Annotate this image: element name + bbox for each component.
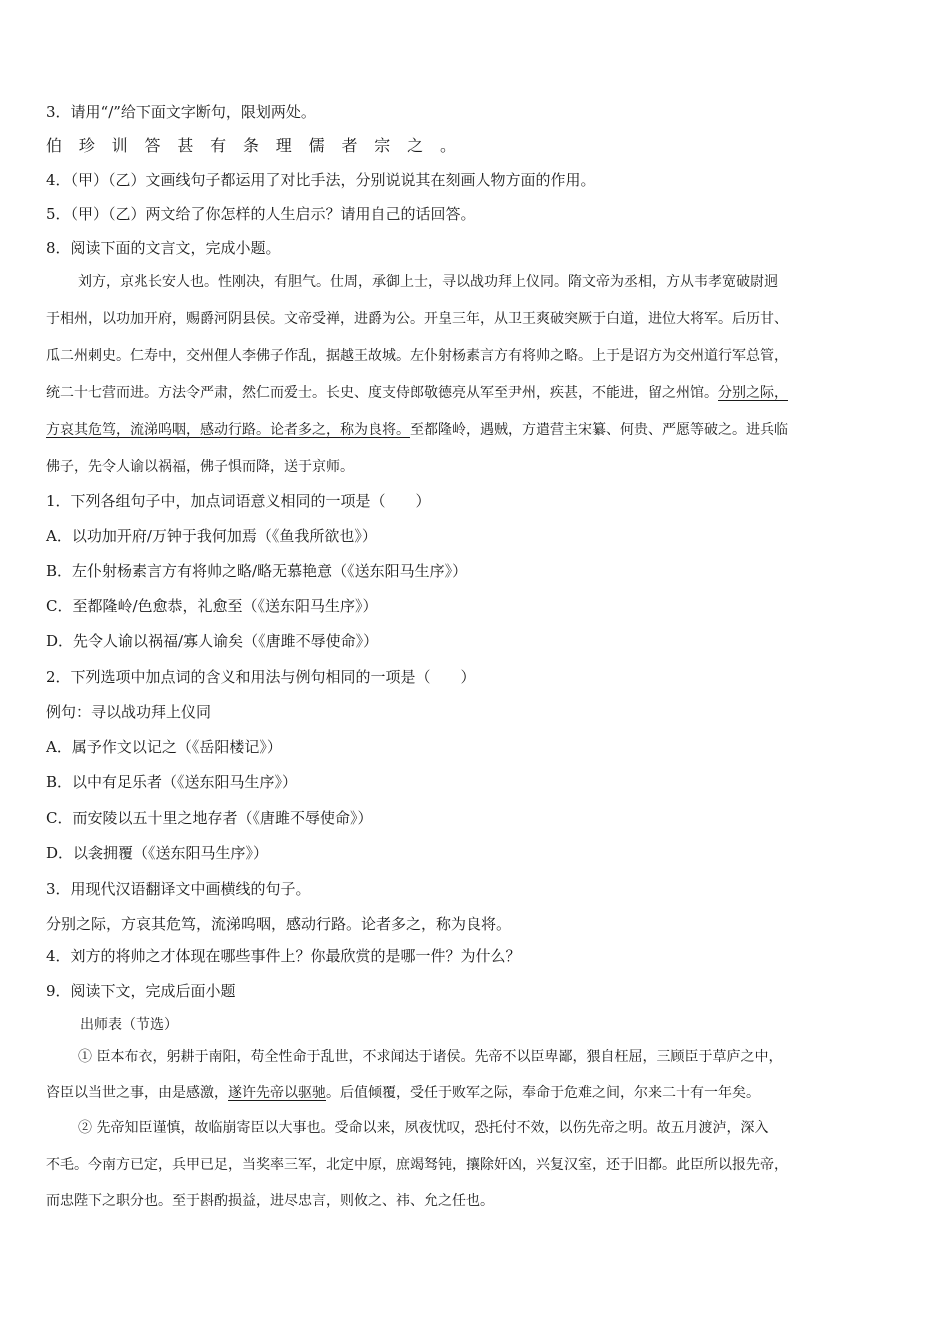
q8-passage-line-2: 于相州，以功加开府，赐爵河阴县侯。文帝受禅，进爵为公。开皇三年，从卫王爽破突厥于白道，进位大将军。后历甘、 [46, 311, 788, 327]
punct-char: 者 [341, 136, 358, 155]
q9-passage-p1-line-2 [46, 1083, 760, 1103]
q8-sub2-option-a: A．属予作文以记之（《岳阳楼记》） [46, 738, 282, 756]
q7-item-4: 4．（甲）（乙）文画线句子都运用了对比手法，分别说说其在刻画人物方面的作用。 [46, 171, 596, 189]
q8-passage-text: 统二十七营而进。方法令严肃，然仁而爱士。长史、度支侍郎敬德亮从军至尹州，疾甚，不能进，留之州馆。 [46, 385, 718, 401]
q8-sub1-option-b: B．左仆射杨素言方有将帅之略/略无慕艳意（《送东阳马生序》） [46, 562, 468, 580]
q8-sub2-option-d: D．以衾拥覆（《送东阳马生序》） [46, 844, 269, 862]
q8-sub2-option-c: C．而安陵以五十里之地存者（《唐雎不辱使命》） [46, 809, 373, 827]
q9-passage-text: 咨臣以当世之事，由是感激， [46, 1085, 228, 1101]
q8-sub3-sentence: 分别之际，方哀其危笃，流涕呜咽，感动行路。论者多之，称为良将。 [46, 915, 512, 933]
punct-char: 理 [275, 136, 292, 155]
punct-char: 答 [144, 136, 161, 155]
q8-passage-text: 至都隆岭，遇贼，方遣营主宋纂、何贵、严愿等破之。进兵临 [410, 422, 788, 438]
q8-sub2-example: 例句：寻以战功拜上仪同 [46, 703, 212, 721]
q8-sub1-option-d: D．先令人谕以祸福/寡人谕矣（《唐雎不辱使命》） [46, 632, 379, 650]
q9-passage-p2-line-2: 不毛。今南方已定，兵甲已足，当奖率三军，北定中原，庶竭驽钝，攘除奸凶，兴复汉室，还于旧都。此臣所以报先帝， [46, 1157, 788, 1173]
punct-char: 之 [407, 136, 424, 155]
punctuation-line [46, 136, 456, 156]
q8-sub4-stem: 4．刘方的将帅之才体现在哪些事件上？你最欣赏的是哪一件？为什么？ [46, 947, 521, 965]
q8-sub1-option-a: A．以功加开府/万钟于我何加焉（《鱼我所欲也》） [46, 527, 377, 545]
q8-sub1-option-c: C．至都隆岭/色愈恭，礼愈至（《送东阳马生序》） [46, 597, 378, 615]
q8-sub2-stem: 2．下列选项中加点词的含义和用法与例句相同的一项是（ ） [46, 668, 476, 686]
q8-sub2-option-b: B．以中有足乐者（《送东阳马生序》） [46, 773, 298, 791]
q9-passage-text: 。后值倾覆，受任于败军之际，奉命于危难之间，尔来二十有一年矣。 [326, 1085, 760, 1101]
punct-char: 甚 [177, 136, 194, 155]
q9-passage-title: 出师表（节选） [80, 1017, 178, 1033]
q7-item-5: 5．（甲）（乙）两文给了你怎样的人生启示？请用自己的话回答。 [46, 205, 476, 223]
punct-char: 条 [242, 136, 259, 155]
q8-passage-line-5 [46, 420, 788, 440]
q8-passage-line-6: 佛子，先令人谕以祸福，佛子惧而降，送于京师。 [46, 459, 354, 475]
q8-heading: 8．阅读下面的文言文，完成小题。 [46, 239, 281, 257]
q9-heading: 9．阅读下文，完成后面小题 [46, 982, 236, 1000]
punct-char: 儒 [308, 136, 325, 155]
q9-passage-p2-line-1: ② 先帝知臣谨慎，故临崩寄臣以大事也。受命以来，夙夜忧叹，恐托付不效，以伤先帝之明。故五月渡泸，深入 [78, 1120, 769, 1136]
q8-passage-line-3: 瓜二州刺史。仁寿中，交州俚人李佛子作乱，据越王故城。左仆射杨素言方有将帅之略。上于是诏方为交州道行军总管， [46, 348, 788, 364]
punct-char: 。 [439, 136, 456, 155]
underlined-sentence-part-2: 方哀其危笃，流涕呜咽，感动行路。论者多之，称为良将。 [46, 422, 410, 438]
underlined-sentence: 遂许先帝以驱驰 [228, 1085, 326, 1101]
q8-sub1-stem: 1．下列各组句子中，加点词语意义相同的一项是（ ） [46, 492, 431, 510]
q9-passage-p1-line-1: ① 臣本布衣，躬耕于南阳，苟全性命于乱世，不求闻达于诸侯。先帝不以臣卑鄙，猥自枉屈，三顾臣于草庐之中， [78, 1049, 783, 1065]
punct-char: 宗 [374, 136, 391, 155]
punct-char: 珍 [78, 136, 95, 155]
q8-passage-line-4 [46, 383, 788, 403]
q9-passage-p2-line-3: 而忠陛下之职分也。至于斟酌损益，进尽忠言，则攸之、祎、允之任也。 [46, 1193, 494, 1209]
q7-item-3: 3．请用“/”给下面文字断句，限划两处。 [46, 103, 316, 121]
punct-char: 有 [210, 136, 227, 155]
q8-passage-line-1: 刘方，京兆长安人也。性刚决，有胆气。仕周，承御上士，寻以战功拜上仪同。隋文帝为丞相，方从韦孝宽破尉迥 [78, 274, 778, 290]
q8-sub3-stem: 3．用现代汉语翻译文中画横线的句子。 [46, 880, 311, 898]
punct-char: 伯 [46, 136, 63, 155]
underlined-sentence-part-1: 分别之际， [718, 385, 788, 401]
punct-char: 训 [111, 136, 128, 155]
